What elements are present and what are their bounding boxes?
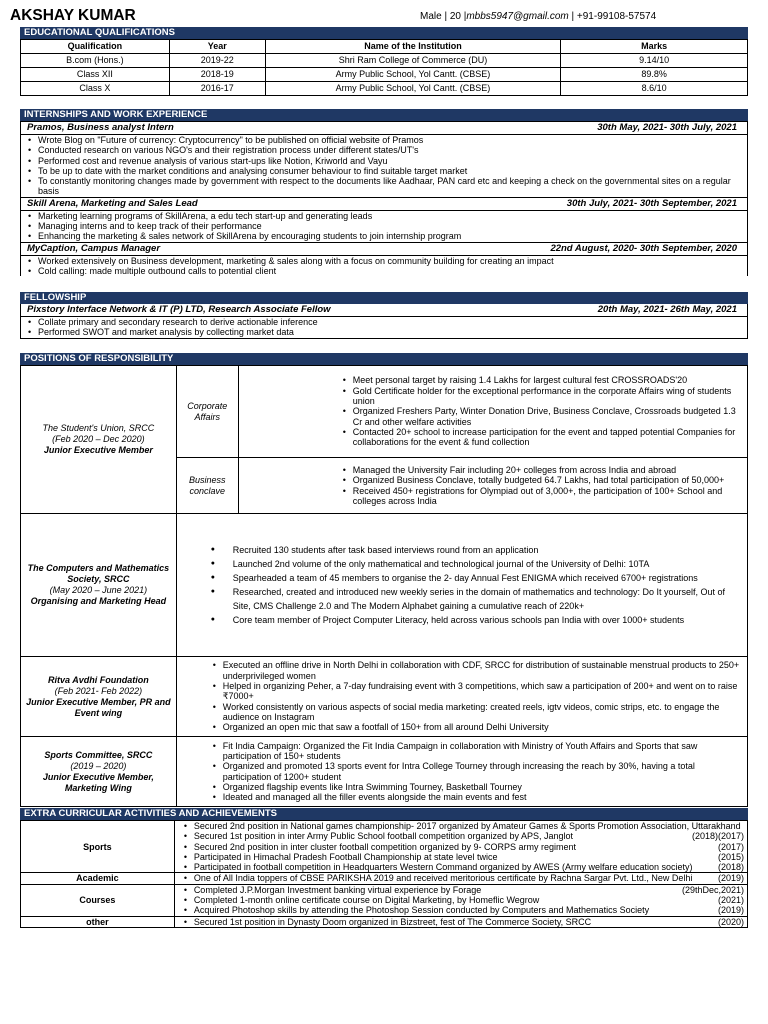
courses-cell (174, 884, 747, 916)
table-row (21, 737, 748, 807)
achievement-text: Secured 1st position in inter Army Public School football competition organized by APS, Janglot (193, 831, 574, 842)
skill-role-row (21, 197, 747, 211)
sports-achievements-cell (174, 821, 747, 873)
table-row (21, 884, 748, 916)
achievement-year: (2019) (717, 873, 744, 884)
ritva-cell (21, 657, 177, 737)
resume-header (0, 6, 768, 26)
list-item: ● Researched, created and introduced new weekly series in the domain of mathematics and technology: Do It yourself, Out of Site, CMS Challenge 2.0 and The Modern Alphabet gaining a cumulative reach of 220k+ (211, 585, 743, 613)
list-item: • Worked consistently on various aspects of social media marketing: created reels, igtv videos, comic strips, etc. to engage the audience on Instagram (211, 702, 743, 723)
list-item: ● Core team member of Project Computer Literacy, held across various schools pan India with over 1000+ students (211, 613, 743, 627)
marks-cell: 89.8% (561, 68, 748, 82)
list-item: • Executed an offline drive in North Delhi in collaboration with CDF, SRCC for distribution of sustainable menstrual products to 250+ underprivileged women (211, 660, 743, 681)
list-item: ● Spearheaded a team of 45 members to organise the 2- day Annual Fest ENIGMA which received 6700+ registrations (211, 571, 743, 585)
org-name: The Computers and Mathematics Society, SRCC (27, 563, 170, 584)
list-item: • Collate primary and secondary research to derive actionable inference (27, 317, 747, 327)
institution-cell: Shri Ram College of Commerce (DU) (265, 54, 561, 68)
list-item: • Enhancing the marketing & sales network of SkillArena by encouraging students to join internship program (27, 231, 747, 241)
org-period: (2019 – 2020) (70, 760, 127, 771)
institution-cell: Army Public School, Yol Cantt. (CBSE) (265, 82, 561, 96)
achievement-year: (2020) (717, 916, 744, 927)
sports-committee-list (181, 741, 743, 803)
list-item: • Performed SWOT and market analysis by collecting market data (27, 327, 747, 337)
academic-achievements-list (178, 873, 744, 883)
achievement-year: (2017) (717, 831, 744, 842)
institution-cell: Army Public School, Yol Cantt. (CBSE) (265, 68, 561, 82)
ritva-items-cell (176, 657, 747, 737)
table-row (21, 821, 748, 873)
contact-line (420, 10, 656, 24)
business-conclave-cell (238, 458, 747, 514)
list-item: • Conducted research on various NGO's and their registration process under different states/UT's (27, 145, 747, 155)
extra-table (20, 820, 748, 928)
mycaption-role: MyCaption, Campus Manager (27, 242, 161, 254)
org-role: Junior Executive Member, PR and Event wing (26, 696, 171, 718)
students-union-cell (21, 366, 177, 514)
list-item: • Managing interns and to keep track of their performance (27, 221, 747, 231)
org-name: The Student's Union, SRCC (42, 423, 155, 433)
list-item: • Gold Certificate holder for the exceptional performance in the corporate Affairs wing of students union (341, 386, 743, 407)
other-list (178, 917, 744, 927)
pramos-list (21, 135, 747, 197)
achievement-text: Secured 2nd position in inter cluster football competition organized by 9- CORPS army regiment (193, 841, 577, 852)
achievement-text: Acquired Photoshop skills by attending the Photoshop Session conducted by Computers and Mathematics Society (193, 905, 650, 916)
table-row (21, 68, 748, 82)
extra-section-title: EXTRA CURRICULAR ACTIVITIES AND ACHIEVEMENTS (20, 808, 748, 820)
achievement-text: Participated in Himachal Pradesh Football Championship at state level twice (193, 851, 498, 862)
achievement-year: (2015) (717, 851, 744, 862)
positions-table (20, 365, 748, 807)
achievement-text: Completed J.P.Morgan Investment banking virtual experience by Forage (193, 884, 482, 895)
courses-label: Courses (21, 884, 175, 916)
list-item: • Organized Business Conclave, totally budgeted 64.7 Lakhs, had total participation of 50,000+ (341, 475, 743, 485)
col-institution: Name of the Institution (265, 40, 561, 54)
list-item (182, 842, 744, 852)
pramos-dates: 30th May, 2021- 30th July, 2021 (597, 122, 737, 133)
col-qualification: Qualification (21, 40, 170, 54)
other-label: other (21, 916, 175, 927)
list-item (182, 873, 744, 883)
internships-section-title: INTERNSHIPS AND WORK EXPERIENCE (20, 109, 748, 121)
table-row (21, 366, 748, 458)
achievement-year: (2018) (717, 862, 744, 873)
table-row (21, 916, 748, 927)
qualification-cell: B.com (Hons.) (21, 54, 170, 68)
skill-dates: 30th July, 2021- 30th September, 2021 (566, 197, 737, 209)
list-item: • Performed cost and revenue analysis of various start-ups like Notion, Kriworld and Vayu (27, 156, 747, 166)
table-row (21, 54, 748, 68)
business-conclave-list (243, 465, 743, 506)
education-header-row (21, 40, 748, 54)
pramos-role-row (21, 121, 747, 135)
org-role: Organising and Marketing Head (30, 596, 167, 606)
corporate-affairs-list (243, 375, 743, 447)
email-link[interactable]: mbbs5947@gmail.com (466, 11, 569, 22)
qualification-cell: Class XII (21, 68, 170, 82)
achievement-text: Secured 1st position in Dynasty Doom organized in Bizstreet, fest of The Commerce Society, SRCC (193, 916, 592, 927)
col-marks: Marks (561, 40, 748, 54)
year-cell: 2016-17 (169, 82, 265, 96)
list-item: • Received 450+ registrations for Olympiad out of 3,000+, the participation of 100+ School and colleges across India (341, 486, 743, 507)
list-item: • Organized flagship events like Intra Swimming Tourney, Basketball Tourney (211, 782, 743, 792)
list-item: • To be up to date with the market conditions and analysing consumer behaviour to find suitable target market (27, 166, 747, 176)
list-item: • Organized and promoted 13 sports event for Intra College Tourney through increasing the reach by 30%, having a total participation of 1200+ student (211, 761, 743, 782)
year-cell: 2019-22 (169, 54, 265, 68)
sports-achievements-list (178, 821, 744, 872)
achievement-text: Participated in football competition in Headquarters Western Command organized by AWES (Army welfare education society) (193, 862, 693, 873)
sports-committee-cell (21, 737, 177, 807)
qualification-cell: Class X (21, 82, 170, 96)
business-conclave-label: Business conclave (176, 458, 238, 514)
gender-age: Male | 20 | (420, 11, 467, 22)
other-cell (174, 916, 747, 927)
achievement-year: (2021) (717, 895, 744, 906)
list-item (182, 831, 744, 841)
cms-list (181, 543, 743, 627)
list-item: • Cold calling: made multiple outbound calls to potential client (27, 266, 747, 276)
marks-cell: 8.6/10 (561, 82, 748, 96)
mycaption-dates: 22nd August, 2020- 30th September, 2020 (550, 242, 737, 254)
achievement-year: (29thDec,2021) (681, 884, 744, 895)
list-item: • Contacted 20+ school to increase participation for the event and tapped potential Companies for collaborations for the event & fund collection (341, 427, 743, 448)
year-cell: 2018-19 (169, 68, 265, 82)
org-period: (Feb 2021- Feb 2022) (54, 685, 143, 696)
list-item: • Helped in organizing Peher, a 7-day fundraising event with 3 competitions, which saw a participation of 200+ and went on to raise ₹7000+ (211, 681, 743, 702)
fellowship-dates: 20th May, 2021- 26th May, 2021 (597, 304, 737, 315)
candidate-name: AKSHAY KUMAR (10, 7, 136, 24)
list-item (182, 862, 744, 872)
courses-list (178, 885, 744, 916)
fellowship-block (20, 304, 748, 339)
achievement-year: (2017) (717, 841, 744, 852)
ritva-list (181, 660, 743, 732)
list-item: • Organized an open mic that saw a footfall of 150+ from all around Delhi University (211, 722, 743, 732)
skill-list (21, 211, 747, 242)
table-row (21, 514, 748, 657)
positions-section-title: POSITIONS OF RESPONSIBILITY (20, 353, 748, 365)
org-name: Ritva Avdhi Foundation (48, 674, 149, 685)
education-section-title: EDUCATIONAL QUALIFICATIONS (20, 27, 748, 39)
list-item: • Organized Freshers Party, Winter Donation Drive, Business Conclave, Crossroads budgeted 1.3 Cr and other welfare activities (341, 406, 743, 427)
internships-block (20, 121, 748, 276)
academic-label: Academic (21, 873, 175, 884)
fellowship-list (21, 317, 747, 338)
list-item: ● Recruited 130 students after task based interviews round from an application (211, 543, 743, 557)
achievement-text: Secured 2nd position in National games championship- 2017 organized by Amateur Games & Sports Promotion Association, Uttarakhand (193, 821, 741, 831)
mycaption-list (21, 256, 747, 277)
pramos-role: Pramos, Business analyst Intern (27, 122, 174, 133)
marks-cell: 9.14/10 (561, 54, 748, 68)
list-item: • Meet personal target by raising 1.4 Lakhs for largest cultural fest CROSSROADS'20 (341, 375, 743, 385)
list-item: • Marketing learning programs of SkillArena, a edu tech start-up and generating leads (27, 211, 747, 221)
list-item: • Ideated and managed all the filler events alongside the main events and fest (211, 792, 743, 802)
achievement-year: (2018) (691, 831, 718, 842)
cms-cell (21, 514, 177, 657)
org-period: (May 2020 – June 2021) (49, 585, 148, 595)
org-role: Junior Executive Member (43, 445, 153, 455)
list-item: • Worked extensively on Business development, marketing & sales along with a focus on community building for creating an impact (27, 256, 747, 266)
table-row (21, 82, 748, 96)
phone-number: | +91-99108-57574 (568, 11, 657, 22)
cms-items-cell (176, 514, 747, 657)
table-row (21, 873, 748, 884)
sports-items-cell (176, 737, 747, 807)
education-table (20, 39, 748, 96)
achievement-text: One of All India toppers of CBSE PARIKSHA 2019 and received meritorious certificate by Rachna Sargar Pvt. Ltd., New Delhi (193, 873, 693, 884)
fellowship-section-title: FELLOWSHIP (20, 292, 748, 304)
list-item: ● Launched 2nd volume of the only mathematical and technological journal of the University of Delhi: 10TA (211, 557, 743, 571)
achievement-year: (2019) (717, 905, 744, 916)
list-item: • To constantly monitoring changes made by government with respect to the documents like Aadhaar, PAN card etc and keeping a check on the governmental sites on a regular basis (27, 176, 747, 197)
corporate-affairs-label: Corporate Affairs (176, 366, 238, 458)
academic-achievements-cell (174, 873, 747, 884)
org-period: (Feb 2020 – Dec 2020) (52, 434, 145, 444)
list-item: • Wrote Blog on "Future of currency: Cryptocurrency" to be published on official website of Pramos (27, 135, 747, 145)
table-row (21, 657, 748, 737)
col-year: Year (169, 40, 265, 54)
list-item (182, 885, 744, 895)
skill-role: Skill Arena, Marketing and Sales Lead (27, 197, 198, 209)
achievement-text: Completed 1-month online certificate course on Digital Marketing, by Homeflic Wegrow (193, 895, 540, 906)
list-item: • Fit India Campaign: Organized the Fit India Campaign in collaboration with Ministry of Youth Affairs and Sports that saw participation of 150+ students (211, 741, 743, 762)
list-item (182, 905, 744, 915)
fellowship-role: Pixstory Interface Network & IT (P) LTD, Research Associate Fellow (27, 304, 331, 315)
list-item (182, 852, 744, 862)
org-name: Sports Committee, SRCC (44, 749, 153, 760)
mycaption-role-row (21, 242, 747, 256)
list-item: • Managed the University Fair including 20+ colleges from across India and abroad (341, 465, 743, 475)
list-item (182, 917, 744, 927)
corporate-affairs-cell (238, 366, 747, 458)
sports-label: Sports (21, 821, 175, 873)
list-item (182, 895, 744, 905)
fellowship-role-row (21, 304, 747, 317)
org-role: Junior Executive Member, Marketing Wing (42, 771, 154, 793)
